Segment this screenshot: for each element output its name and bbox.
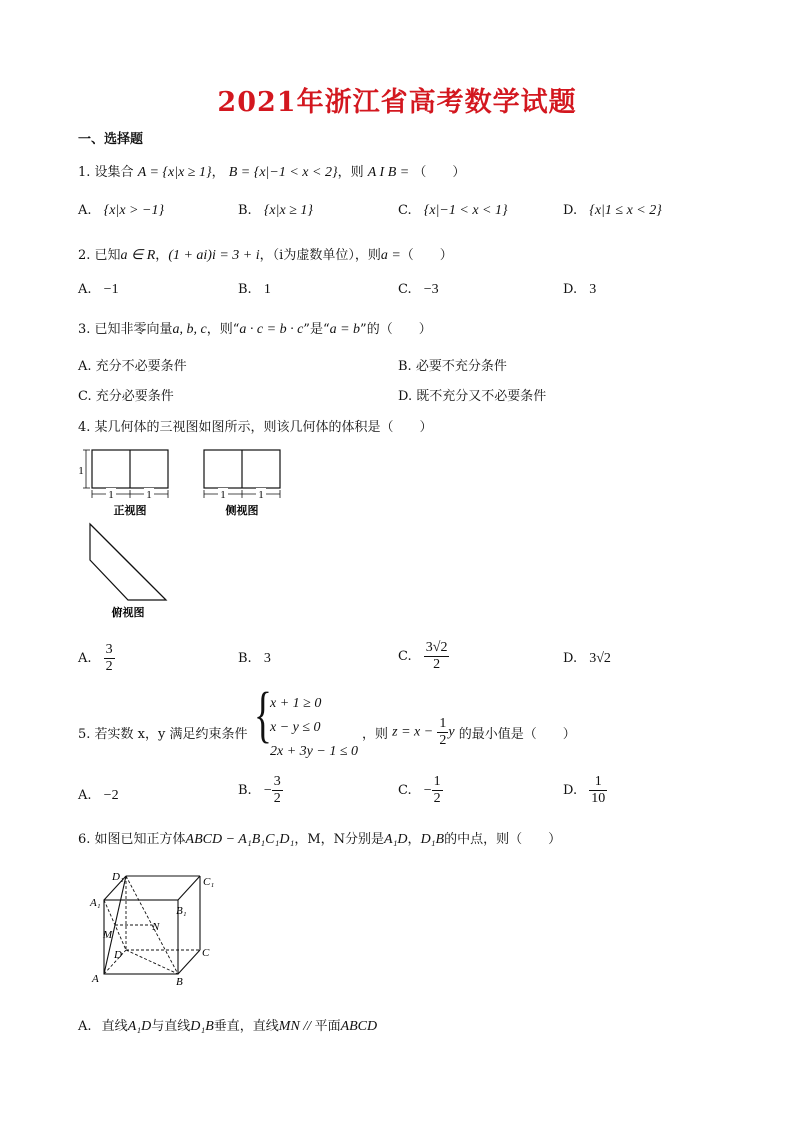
q5-constraint-1: x + 1 ≥ 0 — [270, 696, 322, 711]
q2-note: ，（i为虚数单位），则 — [259, 248, 381, 263]
q5-constraint-2: x − y ≤ 0 — [270, 720, 321, 735]
page-title: 2021年浙江省高考数学试题 — [217, 87, 577, 118]
question-1-stem — [78, 161, 465, 181]
q3-option-d: D. 既不充分又不必要条件 — [398, 389, 547, 404]
q1-set-a: A = {x|x ≥ 1} — [137, 165, 212, 180]
label-m: M — [103, 929, 113, 941]
q5-option-d: D. $\frac{1}{10}$ — [563, 774, 606, 806]
question-5-stem-pre: 5. 若实数 x，y 满足约束条件 — [78, 727, 248, 742]
label-d: D — [114, 949, 122, 961]
q1-set-b: B = {x|−1 < x < 2} — [228, 165, 338, 180]
q5-option-c: C. − $\frac{1}{2}$ — [398, 774, 441, 806]
q6-stem-post: 的中点，则（ ） — [444, 832, 562, 847]
q2-cond-2: (1 + ai)i = 3 + i — [168, 248, 260, 263]
q1-answer-paren: （ ） — [413, 165, 466, 180]
question-4-stem: 4. 某几何体的三视图如图所示，则该几何体的体积是（ ） — [78, 420, 433, 435]
q3-cond-2: a = b — [329, 322, 361, 337]
q3-cond-1: a · c = b · c — [239, 322, 304, 337]
q2-sep: ， — [155, 248, 169, 263]
section-heading: 一、选择题 — [78, 132, 144, 147]
q3-option-b: B. 必要不充分条件 — [398, 359, 507, 374]
label-b: B — [176, 976, 183, 988]
label-c: C — [202, 947, 210, 959]
q1-sep: ， — [211, 165, 225, 180]
q3-mid-2: ”是“ — [303, 322, 330, 337]
q4-option-b: B. 3 — [238, 651, 271, 666]
cube-front-face — [104, 900, 178, 974]
label-b1: B₁ — [176, 905, 187, 917]
q5-option-b: B. − $\frac{3}{2}$ — [238, 774, 281, 806]
q1-option-b: B. {x|x ≥ 1} — [238, 203, 313, 218]
q2-option-a: A. −1 — [78, 282, 119, 297]
front-view-label: 正视图 — [113, 504, 147, 517]
q2-option-d: D. 3 — [563, 282, 597, 297]
q3-mid-3: ”的（ ） — [360, 322, 432, 337]
q5-option-a: A. −2 — [78, 788, 119, 803]
front-width-label-1: 1 — [108, 489, 114, 501]
q1-stem-text: 1. 设集合 — [78, 165, 134, 180]
question-2-stem — [78, 244, 453, 264]
q2-ask: a = — [380, 248, 401, 263]
side-width-label-2: 1 — [258, 489, 264, 501]
top-view-label: 俯视图 — [111, 606, 145, 619]
q3-vectors: a, b, c — [172, 322, 207, 337]
side-view-label: 侧视图 — [225, 504, 259, 517]
q2-answer-paren: （ ） — [400, 248, 453, 263]
side-width-label-1: 1 — [220, 489, 226, 501]
q2-cond-1: a ∈ R — [120, 248, 156, 263]
q3-mid-1: ，则“ — [206, 322, 240, 337]
q5-objective: ，则 z = x − $\frac{1}{2}$ y 的最小值是（ ） — [362, 716, 576, 748]
q6-seg-1: A₁D — [384, 832, 408, 847]
q4-option-d: D. 3√2 — [563, 651, 611, 666]
question-6-stem — [78, 828, 561, 848]
q1-option-a: A. {x|x > −1} — [78, 203, 165, 218]
q3-option-a: A. 充分不必要条件 — [78, 359, 187, 374]
q1-option-c: C. {x|−1 < x < 1} — [398, 203, 508, 218]
q4-option-c: C. $\frac{3√2}{2}$ — [398, 640, 448, 672]
label-c1: C₁ — [203, 876, 215, 888]
q6-solid: ABCD − A₁B₁C₁D₁ — [185, 832, 295, 847]
q2-option-c: C. −3 — [398, 282, 439, 297]
q6-mid-1: ，M，N分别是 — [294, 832, 385, 847]
label-n: N — [152, 921, 160, 933]
q4-option-a: A. $\frac{3}{2}$ — [78, 642, 113, 674]
q2-option-b: B. 1 — [238, 282, 271, 297]
question-3-stem — [78, 318, 432, 338]
q6-option-a: A. 直线A₁D与直线D₁B垂直，直线MN // 平面ABCD — [78, 1019, 378, 1034]
label-d1: D₁ — [112, 871, 124, 883]
q1-option-d: D. {x|1 ≤ x < 2} — [563, 203, 662, 218]
cube-figure — [86, 866, 226, 990]
q6-stem-text: 6. 如图已知正方体 — [78, 832, 186, 847]
q1-expression: A I B = — [367, 165, 410, 180]
q3-stem-text: 3. 已知非零向量 — [78, 322, 173, 337]
three-view-figure — [74, 444, 294, 626]
q3-option-c: C. 充分必要条件 — [78, 389, 174, 404]
q5-brace: { — [254, 681, 272, 749]
q6-mid-2: ， — [407, 832, 421, 847]
front-width-label-2: 1 — [146, 489, 152, 501]
q6-seg-2: D₁B — [420, 832, 445, 847]
q2-stem-text: 2. 已知 — [78, 248, 121, 263]
label-a1: A₁ — [90, 897, 101, 909]
q1-stem-post: ，则 — [337, 165, 364, 180]
label-a: A — [92, 973, 99, 985]
q5-constraint-3: 2x + 3y − 1 ≤ 0 — [270, 744, 359, 759]
front-height-label: 1 — [78, 465, 84, 477]
